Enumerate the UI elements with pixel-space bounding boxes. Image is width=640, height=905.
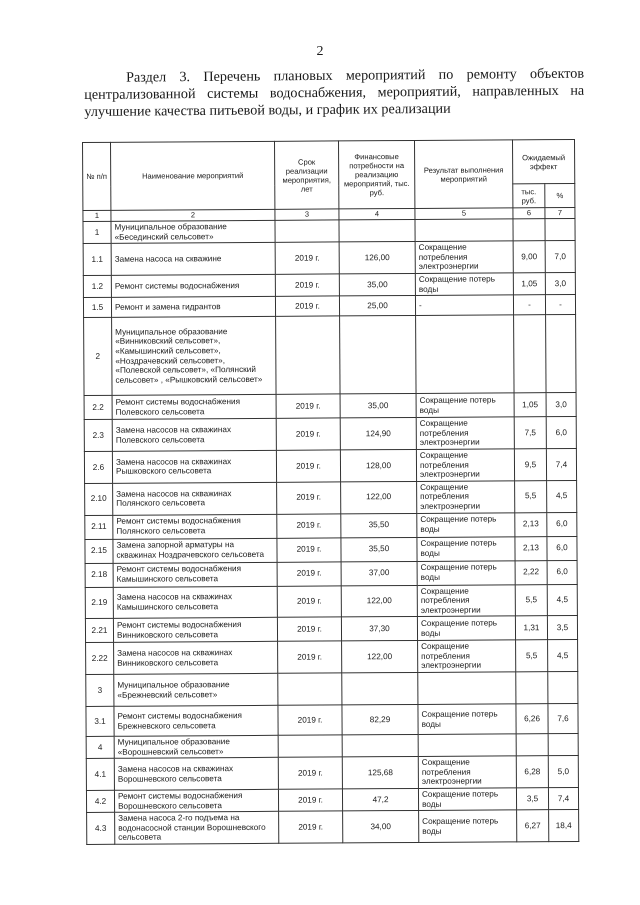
- row-name: Замена насоса 2-го подъема на водонасосной станции Ворошневского сельсовета: [115, 812, 279, 845]
- row-effect-pct: [548, 734, 578, 756]
- row-number: 2.10: [85, 483, 113, 515]
- row-name: Замена насосов на скважинах Рышковского сельсовета: [112, 450, 276, 483]
- index-cell: 7: [545, 207, 575, 218]
- table-row: [84, 393, 576, 420]
- row-result: Сокращение потребления электроэнергии: [416, 449, 514, 481]
- row-term: 2019 г.: [278, 789, 342, 812]
- table-row: [85, 560, 577, 587]
- row-finance: 35,50: [341, 537, 417, 561]
- row-result: [418, 672, 516, 705]
- row-term: 2019 г.: [278, 705, 342, 735]
- row-effect-rub: 6,26: [516, 704, 548, 734]
- row-finance: 25,00: [339, 296, 415, 316]
- page-number: 2: [316, 44, 324, 59]
- row-effect-rub: 2,13: [515, 512, 547, 536]
- row-number: 2.11: [85, 515, 113, 539]
- row-result: Сокращение потерь воды: [417, 512, 515, 537]
- row-name: Замена насосов на скважинах Полевского сельсовета: [112, 418, 276, 451]
- row-effect-rub: 2,22: [515, 560, 547, 584]
- row-name: Ремонт системы водоснабжения: [111, 274, 275, 297]
- row-term: 2019 г.: [275, 274, 339, 297]
- row-finance: [342, 735, 418, 758]
- row-effect-rub: 5,5: [515, 584, 547, 616]
- row-finance: 122,00: [341, 481, 417, 513]
- row-name: Ремонт системы водоснабжения Камышинского сельсовета: [113, 562, 277, 587]
- row-name: Ремонт системы водоснабжения Полевского сельсовета: [112, 394, 276, 419]
- row-term: 2019 г.: [275, 296, 339, 316]
- row-name: Муниципальное образование «Бесединский сельсовет»: [111, 220, 275, 243]
- row-term: 2019 г.: [277, 617, 341, 641]
- row-effect-rub: [514, 315, 546, 393]
- row-term: 2019 г.: [277, 537, 341, 561]
- table-row: [87, 810, 579, 845]
- row-term: 2019 г.: [277, 482, 341, 514]
- row-number: 3.1: [86, 706, 114, 736]
- row-term: [276, 316, 340, 394]
- row-effect-rub: 7,5: [514, 417, 546, 449]
- row-term: 2019 г.: [278, 641, 342, 673]
- row-number: 1.2: [83, 275, 111, 297]
- row-result: -: [415, 295, 513, 316]
- row-number: 2.19: [85, 587, 113, 619]
- row-effect-rub: 5,5: [515, 480, 547, 512]
- row-term: 2019 г.: [277, 585, 341, 617]
- row-effect-rub: 1,31: [515, 616, 547, 640]
- row-result: [418, 734, 516, 757]
- index-cell: 3: [275, 209, 339, 220]
- section-title-text: Раздел 3. Перечень плановых мероприятий по ремонту объектов централизованной системы водоснабжения, мероприятий, направленных на улучшение качества питьевой воды, и график их реализации: [84, 65, 585, 120]
- row-effect-pct: 4,5: [547, 480, 577, 512]
- row-effect-pct: [548, 672, 578, 704]
- row-number: 1.1: [83, 244, 111, 276]
- table-row: [84, 448, 576, 483]
- row-name: Ремонт системы водоснабжения Полянского сельсовета: [113, 514, 277, 539]
- table-group-row: [84, 315, 576, 396]
- table-row: [86, 788, 578, 813]
- row-result: [416, 315, 514, 394]
- table-row: [86, 704, 578, 737]
- row-result: Сокращение потерь воды: [416, 393, 514, 418]
- row-finance: 37,00: [341, 561, 417, 585]
- row-term: 2019 г.: [278, 757, 342, 789]
- table-row: [85, 584, 577, 619]
- row-effect-pct: 6,0: [547, 560, 577, 584]
- row-effect-pct: 7,6: [548, 704, 578, 734]
- row-finance: 126,00: [339, 242, 415, 274]
- row-number: 2.18: [85, 563, 113, 587]
- row-effect-rub: 9,00: [513, 241, 545, 273]
- plan-table: [82, 139, 579, 845]
- row-finance: 37,30: [341, 617, 417, 641]
- index-cell: 5: [415, 208, 513, 220]
- row-result: Сокращение потребления электроэнергии: [418, 640, 516, 672]
- row-effect-rub: 6,28: [516, 756, 548, 788]
- index-cell: 6: [513, 208, 545, 219]
- row-finance: 35,50: [341, 513, 417, 537]
- row-effect-pct: 4,5: [547, 584, 577, 616]
- row-number: 2.3: [84, 419, 112, 451]
- index-cell: 2: [111, 209, 275, 221]
- row-result: Сокращение потребления электроэнергии: [417, 584, 515, 616]
- row-number: 4.1: [86, 759, 114, 791]
- row-result: Сокращение потребления электроэнергии: [415, 241, 513, 273]
- row-effect-rub: 5,5: [516, 640, 548, 672]
- row-result: Сокращение потерь воды: [417, 616, 515, 641]
- row-finance: 47,2: [342, 788, 418, 811]
- table-body: [83, 218, 579, 844]
- row-effect-rub: 2,13: [515, 536, 547, 560]
- row-term: 2019 г.: [277, 513, 341, 537]
- row-finance: 124,90: [340, 418, 416, 450]
- row-result: Сокращение потерь воды: [419, 810, 517, 842]
- row-effect-rub: 9,5: [514, 449, 546, 481]
- row-effect-pct: 5,0: [548, 756, 578, 788]
- row-effect-pct: [546, 315, 576, 393]
- row-result: Сокращение потребления электроэнергии: [416, 417, 514, 449]
- header-term: Срок реализации мероприятия, лет: [274, 141, 338, 209]
- row-name: Замена насоса на скважине: [111, 243, 275, 276]
- row-effect-rub: 3,5: [516, 788, 548, 810]
- row-result: Сокращение потерь воды: [415, 273, 513, 296]
- row-result: Сокращение потребления электроэнергии: [417, 481, 515, 513]
- row-effect-pct: 3,0: [546, 393, 576, 417]
- row-effect-pct: 3,0: [545, 272, 575, 294]
- row-term: 2019 г.: [276, 418, 340, 450]
- row-term: 2019 г.: [279, 811, 343, 843]
- row-effect-pct: 6,0: [546, 417, 576, 449]
- section-title: [84, 66, 584, 121]
- row-effect-rub: -: [513, 295, 545, 315]
- row-finance: 125,68: [342, 757, 418, 789]
- row-name: Ремонт системы водоснабжения Винниковского сельсовета: [113, 618, 277, 643]
- row-name: Ремонт и замена гидрантов: [111, 296, 275, 317]
- index-cell: 1: [83, 210, 111, 221]
- row-finance: 128,00: [340, 449, 416, 481]
- row-number: 2: [84, 317, 112, 395]
- table-row: [86, 640, 578, 675]
- row-finance: 122,00: [342, 641, 418, 673]
- row-number: 2.2: [84, 395, 112, 419]
- row-effect-pct: [545, 218, 575, 240]
- row-effect-pct: 18,4: [549, 810, 579, 842]
- header-effect-pct: %: [545, 183, 575, 207]
- row-name: Замена насосов на скважинах Ворошневского сельсовета: [114, 758, 278, 791]
- row-number: 2.21: [85, 619, 113, 643]
- row-number: 1: [83, 221, 111, 243]
- row-term: [275, 220, 339, 243]
- row-number: 2.22: [86, 643, 114, 675]
- row-effect-pct: 7,4: [546, 448, 576, 480]
- header-effect-rub: тыс. руб.: [513, 184, 545, 208]
- row-number: 2.6: [84, 451, 112, 483]
- row-effect-pct: 6,0: [547, 536, 577, 560]
- row-finance: [342, 673, 418, 705]
- header-finance: Финансовые потребности на реализацию мероприятий, тыс. руб.: [338, 140, 414, 208]
- row-number: 4.3: [87, 813, 115, 845]
- row-finance: [339, 219, 415, 242]
- row-name: Муниципальное образование «Брежневский сельсовет»: [114, 673, 278, 706]
- table-row: [85, 616, 577, 643]
- row-result: Сокращение потерь воды: [418, 788, 516, 811]
- row-term: 2019 г.: [275, 242, 339, 274]
- header-num: № п/п: [83, 142, 111, 210]
- table-row: [84, 417, 576, 452]
- row-name: Замена насосов на скважинах Камышинского сельсовета: [113, 586, 277, 619]
- row-term: [278, 673, 342, 705]
- table-group-row: [86, 672, 578, 707]
- row-effect-rub: 6,27: [517, 810, 549, 842]
- row-name: Замена насосов на скважинах Полянского сельсовета: [113, 482, 277, 515]
- row-term: 2019 г.: [276, 450, 340, 482]
- row-result: Сокращение потерь воды: [418, 704, 516, 735]
- row-finance: 35,00: [339, 273, 415, 296]
- row-name: Муниципальное образование «Винниковский сельсовет», «Камышинский сельсовет», «Ноздрачевский сельсовет», «Полевской сельсовет», «Полянский сельсовет» , «Рышковский сельсовет»: [112, 316, 276, 395]
- row-effect-pct: 6,0: [547, 512, 577, 536]
- row-term: 2019 г.: [276, 394, 340, 418]
- header-name: Наименование мероприятий: [111, 141, 275, 210]
- row-result: Сокращение потерь воды: [417, 560, 515, 585]
- row-number: 1.5: [83, 297, 111, 317]
- row-effect-pct: 7,4: [548, 788, 578, 810]
- row-effect-rub: [516, 734, 548, 756]
- row-name: Ремонт системы водоснабжения Ворошневского сельсовета: [114, 789, 278, 812]
- row-finance: 122,00: [341, 585, 417, 617]
- table-group-row: [86, 734, 578, 759]
- row-finance: 34,00: [343, 811, 419, 843]
- table-header-row: [83, 139, 575, 186]
- row-name: Муниципальное образование «Ворошневский сельсовет»: [114, 735, 278, 758]
- table-row: [85, 480, 577, 515]
- header-result: Результат выполнения мероприятий: [414, 140, 512, 209]
- table-row: [83, 241, 575, 276]
- row-effect-pct: -: [545, 295, 575, 315]
- table-row: [85, 536, 577, 563]
- row-name: Замена насосов на скважинах Винниковского сельсовета: [114, 642, 278, 675]
- row-result: [415, 219, 513, 242]
- index-cell: 4: [339, 208, 415, 219]
- row-effect-pct: 4,5: [548, 640, 578, 672]
- row-name: Ремонт системы водоснабжения Брежневского сельсовета: [114, 705, 278, 736]
- row-number: 3: [86, 674, 114, 706]
- row-effect-pct: 3,5: [547, 616, 577, 640]
- row-term: [278, 735, 342, 758]
- row-result: Сокращение потерь воды: [417, 536, 515, 561]
- row-term: 2019 г.: [277, 561, 341, 585]
- table-row: [83, 272, 575, 297]
- row-finance: 82,29: [342, 705, 418, 735]
- table-row: [86, 756, 578, 791]
- row-number: 4: [86, 736, 114, 758]
- row-number: 2.15: [85, 539, 113, 563]
- row-effect-rub: [516, 672, 548, 704]
- table-row: [85, 512, 577, 539]
- row-effect-rub: 1,05: [513, 273, 545, 295]
- row-result: Сокращение потребления электроэнергии: [418, 756, 516, 788]
- header-effect: Ожидаемый эффект: [512, 139, 574, 183]
- row-name: Замена запорной арматуры на скважинах Ноздрачевского сельсовета: [113, 538, 277, 563]
- table-group-row: [83, 218, 575, 243]
- row-finance: [340, 316, 416, 394]
- row-number: 4.2: [86, 790, 114, 812]
- row-effect-rub: 1,05: [514, 393, 546, 417]
- row-effect-rub: [513, 219, 545, 241]
- row-effect-pct: 7,0: [545, 241, 575, 273]
- row-finance: 35,00: [340, 394, 416, 418]
